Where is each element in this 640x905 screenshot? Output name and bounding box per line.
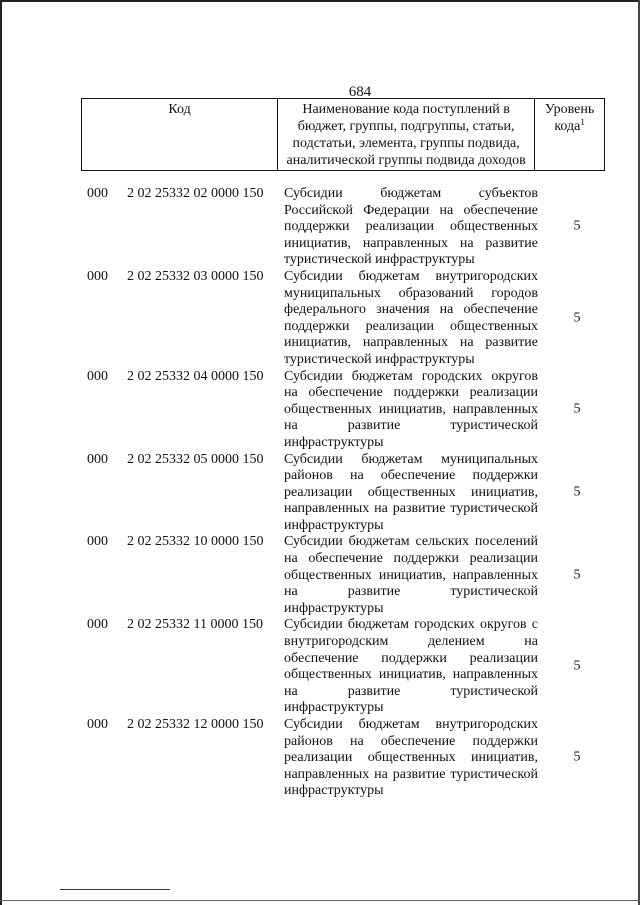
row-code: 2 02 25332 12 0000 150 [127,717,264,732]
row-description: Субсидии бюджетам муниципальных районов на обеспечение поддержки реализации общественных инициатив, направленных на развитие туристической инфраструктуры [284,451,538,533]
header-level-label: Уровень кода [544,102,595,134]
header-name-label: Наименование кода поступлений в бюджет, группы, подгруппы, статьи, подстатьи, элемента, группы подвида, аналитической группы подвида доходов [286,102,526,168]
row-level: 5 [573,219,581,235]
header-code-label: Код [168,102,191,117]
row-prefix: 000 [87,268,108,284]
row-code: 2 02 25332 11 0000 150 [127,617,263,633]
header-code-cell [82,99,278,171]
row-level: 5 [573,401,581,417]
row-prefix: 000 [87,368,108,384]
row-description: Субсидии бюджетам субъектов Российской Федерации на обеспечение поддержки реализации общественных инициатив, направленных на развитие туристической инфраструктуры [284,186,538,268]
header-level-footnote: 1 [580,117,585,127]
header-name-cell [278,99,535,171]
table-row [87,534,597,617]
code-list [87,186,597,800]
row-description: Субсидии бюджетам сельских поселений на обеспечение поддержки реализации общественных инициатив, направленных на развитие туристической инфраструктуры [284,534,538,616]
row-description: Субсидии бюджетам городских округов на обеспечение поддержки реализации общественных инициатив, направленных на развитие туристической инфраструктуры [284,368,538,450]
row-description: Субсидии бюджетам внутригородских районов на обеспечение поддержки реализации общественных инициатив, направленных на развитие туристической инфраструктуры [284,717,538,799]
table-row [87,369,597,452]
footnote-separator [60,889,170,890]
table-header [81,98,605,171]
row-description: Субсидии бюджетам внутригородских муниципальных образований городов федерального значения на обеспечение поддержки реализации общественных инициатив, направленных на развитие туристической инфраструктуры [284,268,538,367]
page-border-left [0,0,2,905]
row-code: 2 02 25332 02 0000 150 [127,186,264,201]
row-code: 2 02 25332 10 0000 150 [127,534,264,550]
row-prefix: 000 [87,617,108,633]
row-prefix: 000 [87,451,108,467]
row-level: 5 [573,750,581,766]
table-row [87,452,597,535]
row-code: 2 02 25332 05 0000 150 [127,451,264,467]
row-level: 5 [573,484,581,500]
page-number: 684 [348,84,372,100]
row-prefix: 000 [87,717,108,732]
table-row [87,717,597,800]
page-border-top [0,0,640,2]
row-code: 2 02 25332 04 0000 150 [127,368,264,384]
table-row [87,186,597,269]
row-level: 5 [573,567,581,583]
table-row [87,617,597,717]
row-prefix: 000 [87,534,108,550]
row-prefix: 000 [87,186,108,201]
header-level-cell [535,99,605,171]
page-border-bottom [0,900,640,901]
row-level: 5 [573,658,581,674]
row-description: Субсидии бюджетам городских округов с внутригородским делением на обеспечение поддержки реализации общественных инициатив, направленных на развитие туристической инфраструктуры [284,617,538,716]
row-code: 2 02 25332 03 0000 150 [127,268,264,284]
row-level: 5 [573,310,581,326]
table-row [87,269,597,369]
